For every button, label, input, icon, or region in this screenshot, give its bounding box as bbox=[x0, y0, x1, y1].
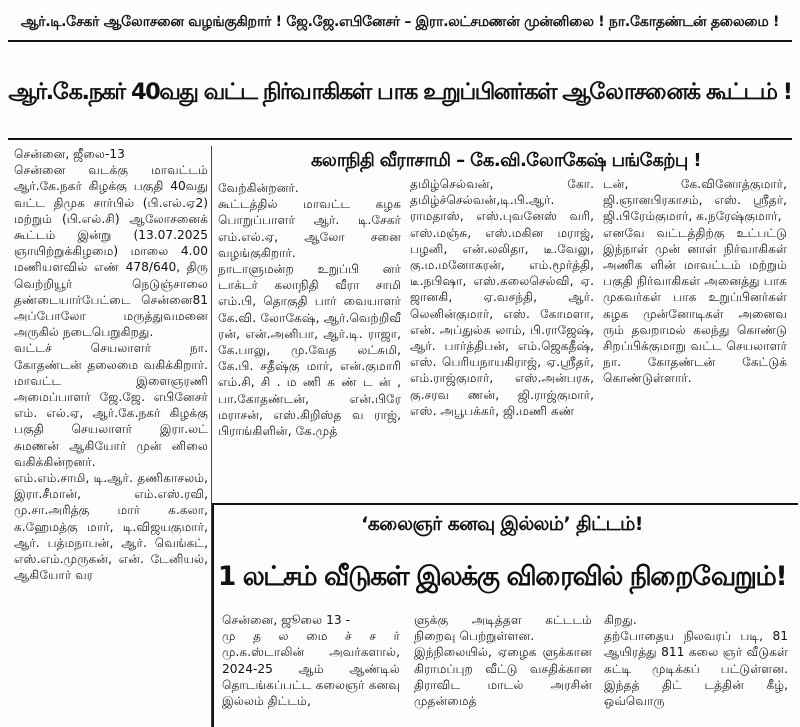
story2-headline: 1 லட்சம் வீடுகள் இலக்கு விரைவில் நிறைவேறும்! bbox=[217, 560, 787, 592]
story1-column-1: சென்னை, ஜீலை-13 சென்னை வடக்கு மாவட்டம் ஆர்.கே.நகர் கிழக்கு பகுதி 40வது வட்ட திமுக சார்பில் (பி.எல்.ஏ2) மற்றும் (பி.எல்.சி) ஆலோசனைக் கூட்டம் இன்று (13.07.2025 ஞாயிற்றுக்கிழமை) மாலை 4.00 மணியளவில் எண் 478/640, திரு வெற்றியூர் நெடுஞ்சாலை தண்டையார்பேட்டை சென்னை81 அப்போலோ மருத்துவமனை அருகில் நடைபெறுகிறது. வட்டச் செயலாளர் நா. கோதண்டன் தலைமை வகிக்கிறார். மாவட்ட இளைஞரணி அமைப்பாளர் ஜே.ஜே. எபினேசர் எம். எல்.ஏ, ஆர்.கே.நகர் கிழக்கு பகுதி செயலாளர் இரா.லட் சுமணன் ஆகியோர் முன் னிலை வகிக்கின்றனர். எம்.எம்.சாமி, டி.ஆர். தணிகாசலம், இரா.சீமான், எம்.எஸ்.ரவி, மு.சா.அரித்கு மார் க.கலா, க.ஹேமத்கு மார், டி.விஜயகுமார், ஆர். பத்மநாபன், ஆர். வெங்கட், எஸ்.எம்.முருகன், என். டேனியல், ஆகியோர் வர bbox=[14, 147, 208, 583]
kicker-line: ஆர்.டி.சேகர் ஆலோசனை வழங்குகிறார் ! ஜே.ஜே.எபினேசர் – இரா.லட்சமணன் முன்னிலை ! நா.கோதண்டன் தலைமை ! bbox=[20, 14, 780, 30]
story2-column-1: சென்னை, ஜூலை 13 - மு த ல மை ச் ச ர் மு.க.ஸ்டாலின் அவர்களால், 2024-25 ஆம் ஆண்டில் தொடங்கப்பட்ட கலைஞர் கனவு இல்லம் திட்டம், bbox=[222, 613, 400, 709]
story2-column-2: ளுக்கு அடித்தள கட்டடம் நிறைவு பெற்றுள்ளன. இந்நிலையில், ஏழைக ளுக்கான கிராமப்புற வீட்டு வசதிக்கான திராவிட மாடல் அரசின் முதன்மைத் bbox=[414, 613, 592, 709]
top-rule bbox=[8, 40, 792, 42]
story2-subheadline: ‘கலைஞர் கனவு இல்லம்’ திட்டம்! bbox=[361, 512, 643, 535]
story2-column-3: கிறது. தற்போதைய நிலவரப் படி, 81 ஆயிரத்து 811 கலை ஞர் வீடுகள் கட்டி முடிக்கப் பட்டுள்ளன. இந்தத் திட் டத்தின் கீழ், ஒவ்வொரு bbox=[604, 613, 788, 709]
story1-column-4: டன், கே.வினோத்குமார், ஜி.ஞானபிரகாசம், எஸ். ஸ்ரீதர், ஜி.பிரேம்குமார், க.நரேஷ்குமார், எனவே வட்டத்திற்கு உட்பட்டு இந்நாள் முன் னாள் நிர்வாகிகள் அணிக ளின் மாவட்டம் மற்றும் பகுதி நிர்வாகிகள் அனைத்து பாக முகவர்கள் பாக உறுப்பினர்கள் கழக முன்னோடிகள் அனைவ ரும் தவறாமல் கலந்து கொண்டு சிறப்பிக்குமாறு வட்ட செயலாளர் நா. கோதண்டன் கேட்டுக் கொண்டுள்ளார். bbox=[603, 177, 787, 386]
story1-column-3: தமிழ்செல்வன், கோ. தமிழ்ச்செல்வன்,டி.பி.ஆர். ராமதாஸ், எஸ்.புவனேஸ் வரி, எஸ்.மஞ்சு, எஸ்.மகின மராஜ், பழனி, என்.லலிதா, டீ.வேலு, கு.ம.மனோகரன், எம்.மூர்த்தி, டீ.நபிஷா, எஸ்.கலைசெல்வி, ஏ. ஜானகி, ஏ.வசந்தி, ஆர். லெனின்குமார், எஸ். கோமளா, என். அப்துல்க லாம், பி.ராஜேஷ், ஆர். பார்த்திபன், எம்.ஜெகதீஷ், எஸ். பெரியநாயகிராஜ், ஏ.ஸ்ரீதர், எம்.ராஜ்குமார், எஸ்.அன்பரசு, கு.சரவ ணன், ஜி.ராஜ்குமார், எஸ். அபூபக்கர், ஜி.மணி கண் bbox=[410, 177, 594, 418]
story1-subheadline: கலாநிதி வீராசாமி – கே.வி.லோகேஷ் பங்கேற்பு ! bbox=[311, 149, 701, 171]
headline-rule bbox=[8, 138, 792, 140]
story1-column-2: வேற்கின்றனர். கூட்டத்தில் மாவட்ட கழக பொறுப்பாளர் ஆர். டி.சேகர் எம்.எல்.ஏ, ஆலோ சனை வழங்குகிறார். நாடாளுமன்ற உறுப்பி னர் டாக்டர் கலாநிதி வீரா சாமி எம்.பி, தொகுதி பார் வையாளர் கே.வி. லோகேஷ், ஆர்.வெற்றிவீ ரன், என்.அனிபா, ஆர்.டி. ராஜா, கே.பாலு, மு.வேத லட்சுமி, கே.பி. சதீஷ்கு மார், என்.குமாரி எம்.சி, சி . ம ணி க ண் ட ன் , பா.கோதண்டன், என்.பிரே மராசன், எஸ்.கிறிஸ்த வ ராஜ், பிராங்கிளின், கே.முத் bbox=[218, 181, 401, 439]
main-headline: ஆர்.கே.நகர் 40வது வட்ட நிர்வாகிகள் பாக உறுப்பினர்கள் ஆலோசனைக் கூட்டம் ! bbox=[8, 78, 792, 105]
